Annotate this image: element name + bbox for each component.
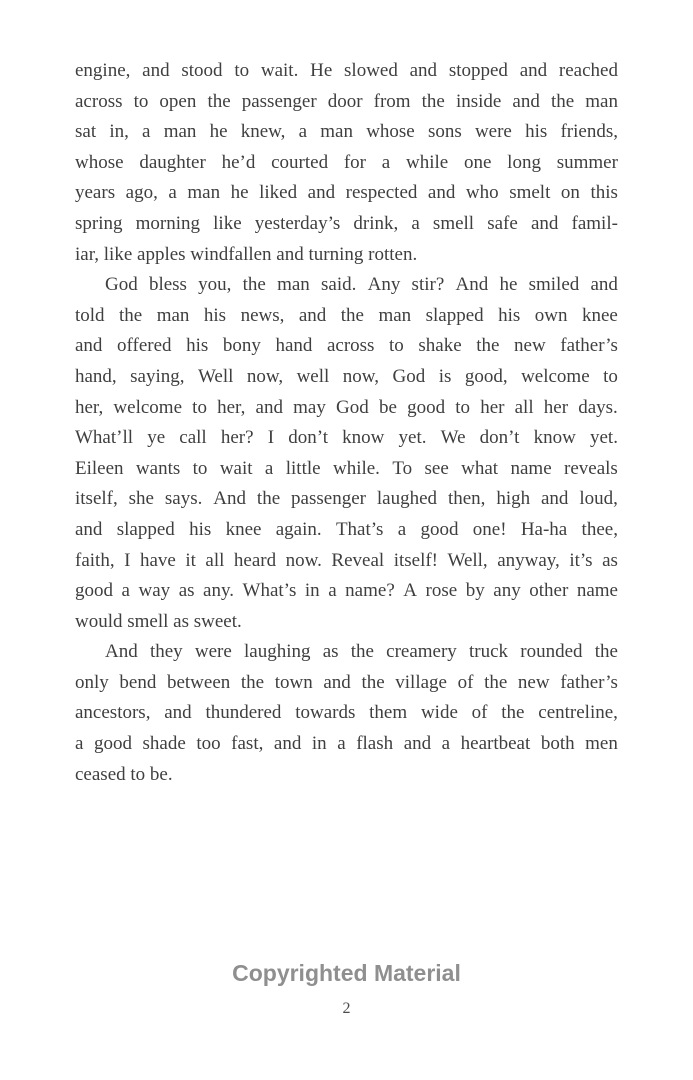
text-line: her, welcome to her, and may God be good to her all her days. bbox=[75, 396, 618, 418]
copyright-watermark: Copyrighted Material bbox=[232, 960, 461, 986]
text-line: whose daughter he’d courted for a while one long summer bbox=[75, 151, 618, 173]
text-line: Eileen wants to wait a little while. To see what name reveals bbox=[75, 457, 618, 479]
text-line: and slapped his knee again. That’s a good one! Ha-ha thee, bbox=[75, 518, 618, 540]
text-line: itself, she says. And the passenger laughed then, high and loud, bbox=[75, 488, 618, 510]
text-line: And they were laughing as the creamery truck rounded the bbox=[105, 641, 618, 663]
text-line: years ago, a man he liked and respected and who smelt on this bbox=[75, 182, 618, 204]
text-line: sat in, a man he knew, a man whose sons were his friends, bbox=[75, 121, 618, 143]
text-line: across to open the passenger door from the inside and the man bbox=[75, 90, 618, 112]
text-line: What’ll ye call her? I don’t know yet. We don’t know yet. bbox=[75, 427, 618, 449]
paragraph bbox=[75, 637, 618, 790]
text-line: ancestors, and thundered towards them wide of the centreline, bbox=[75, 702, 618, 724]
text-line: only bend between the town and the village of the new father’s bbox=[75, 671, 618, 693]
text-line: hand, saying, Well now, well now, God is good, welcome to bbox=[75, 365, 618, 387]
paragraph bbox=[75, 270, 618, 637]
text-line: told the man his news, and the man slapped his own knee bbox=[75, 304, 618, 326]
text-line: a good shade too fast, and in a flash and a heartbeat both men bbox=[75, 733, 618, 755]
text-line: would smell as sweet. bbox=[75, 610, 242, 632]
text-line: engine, and stood to wait. He slowed and stopped and reached bbox=[75, 60, 618, 81]
text-line: iar, like apples windfallen and turning rotten. bbox=[75, 243, 418, 265]
text-line: spring morning like yesterday’s drink, a smell safe and famil- bbox=[75, 212, 618, 234]
text-line: ceased to be. bbox=[75, 763, 173, 785]
text-line: God bless you, the man said. Any stir? And he smiled and bbox=[105, 274, 618, 296]
text-line: faith, I have it all heard now. Reveal itself! Well, anyway, it’s as bbox=[75, 549, 618, 571]
text-block bbox=[75, 56, 618, 790]
paragraph bbox=[75, 56, 618, 270]
text-line: good a way as any. What’s in a name? A rose by any other name bbox=[75, 580, 618, 602]
page-number: 2 bbox=[342, 1000, 351, 1017]
text-line: and offered his bony hand across to shake the new father’s bbox=[75, 335, 618, 357]
